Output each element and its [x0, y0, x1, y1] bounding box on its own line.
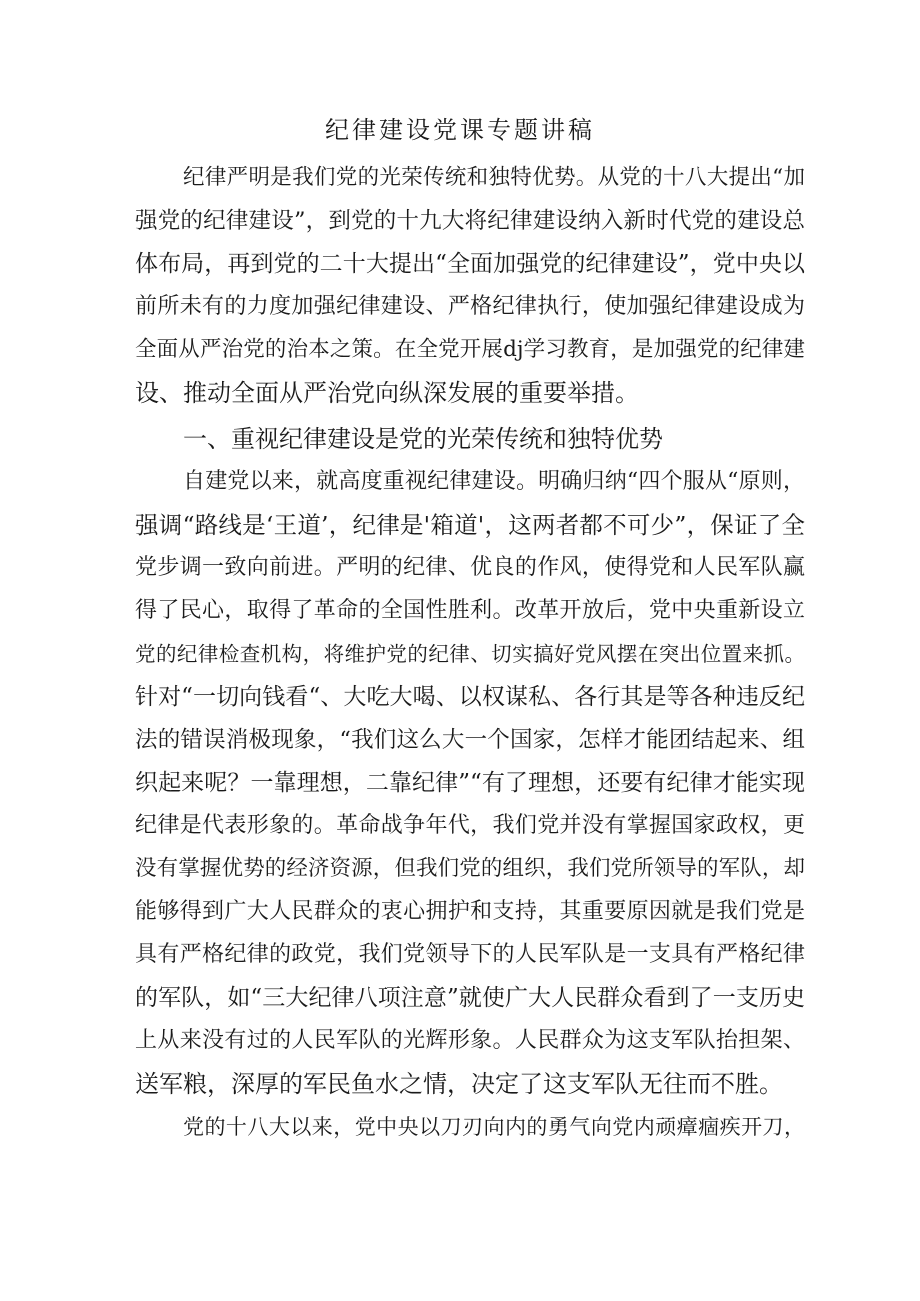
paragraph-line: 上从来没有过的人民军队的光辉形象。人民群众为这支军队抬担架、: [135, 1028, 805, 1053]
document-title: 纪律建设党课专题讲稿: [325, 116, 595, 144]
paragraph-line: 送军粮，深厚的军民鱼水之情，决定了这支军队无往而不胜。: [135, 1070, 783, 1098]
paragraph-line: 能够得到广大人民群众的衷心拥护和支持，其重要原因就是我们党是: [135, 899, 805, 924]
paragraph-line: 针对“一切向钱看“、大吃大喝、以权谋私、各行其是等各种违反纪: [135, 684, 805, 710]
paragraph-line: 自建党以来，就高度重视纪律建设。明确归纳“四个服从“原则，: [183, 469, 805, 494]
paragraph-line: 前所未有的力度加强纪律建设、严格纪律执行，使加强纪律建设成为: [135, 294, 805, 319]
paragraph-line: 党的纪律检查机构，将维护党的纪律、切实搞好党风摆在突出位置来抓。: [135, 642, 805, 666]
paragraph-line: 设、推动全面从严治党向纵深发展的重要举措。: [135, 379, 639, 407]
paragraph-line: 纪律严明是我们党的光荣传统和独特优势。从党的十八大提出“加: [183, 165, 805, 190]
paragraph-line: 全面从严治党的治本之策。在全党开展dj学习教育，是加强党的纪律建: [135, 337, 805, 362]
paragraph-line: 党步调一致向前进。严明的纪律、优良的作风，使得党和人民军队赢: [135, 555, 805, 580]
paragraph-line: 没有掌握优势的经济资源，但我们党的组织，我们党所领导的军队，却: [135, 856, 805, 881]
paragraph-line: 的军队，如“三大纪律八项注意”就使广大人民群众看到了一支历史: [135, 985, 805, 1011]
paragraph-line: 织起来呢？一靠理想，二靠纪律”“有了理想，还要有纪律才能实现: [135, 770, 805, 796]
paragraph-line: 得了民心，取得了革命的全国性胜利。改革开放后，党中央重新设立: [135, 598, 805, 623]
paragraph-line: 强调“路线是‘王道’，纪律是'箱道'，这两者都不可少”，保证了全: [135, 511, 805, 539]
paragraph-line: 强党的纪律建设”，到党的十九大将纪律建设纳入新时代党的建设总: [135, 208, 805, 234]
paragraph-line: 纪律是代表形象的。革命战争年代，我们党并没有掌握国家政权，更: [135, 813, 805, 838]
paragraph-line: 具有严格纪律的政党，我们党领导下的人民军队是一支具有严格纪律: [135, 942, 805, 967]
section-heading: 一、重视纪律建设是党的光荣传统和独特优势: [183, 425, 663, 453]
paragraph-line: 体布局，再到党的二十大提出“全面加强党的纪律建设”，党中央以: [135, 251, 805, 277]
paragraph-line: 党的十八大以来，党中央以刀刃向内的勇气向党内顽瘴痼疾开刀，: [183, 1115, 805, 1139]
paragraph-line: 法的错误消极现象，“我们这么大一个国家，怎样才能团结起来、组: [135, 727, 805, 753]
